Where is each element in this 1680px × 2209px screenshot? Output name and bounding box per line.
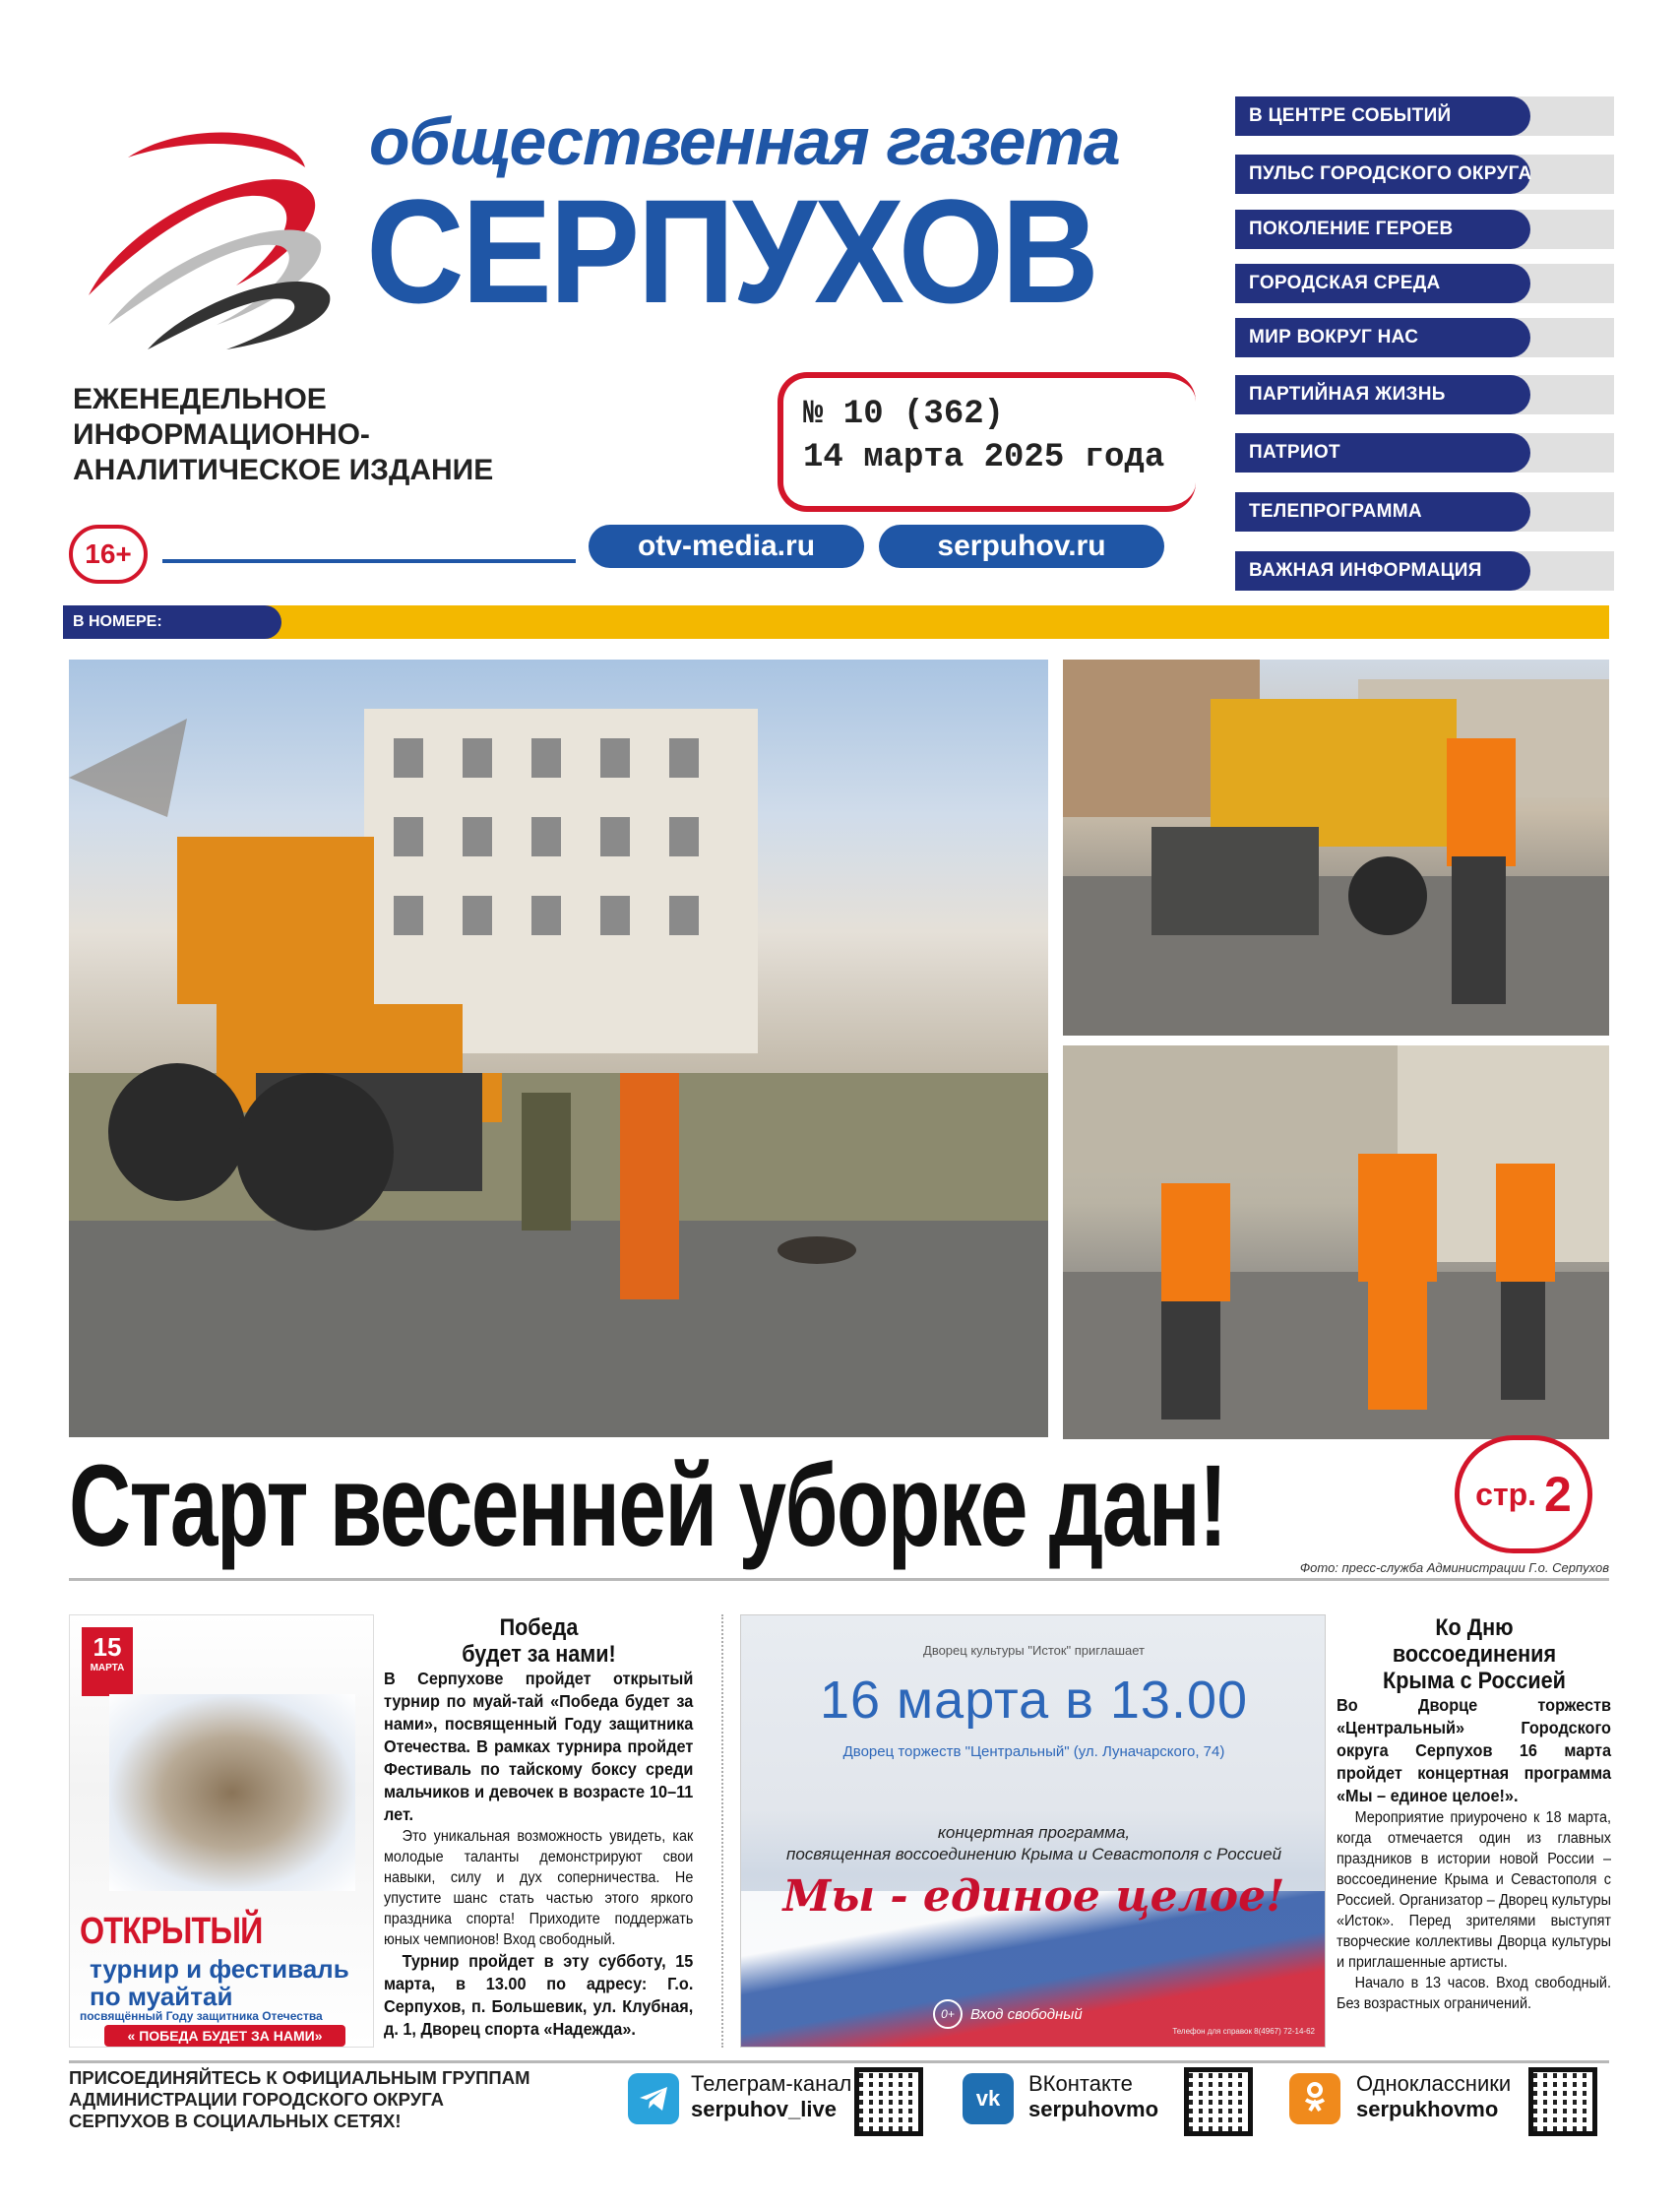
poster-invite: Дворец культуры "Исток" приглашает [923,1643,1145,1658]
section-item[interactable]: ПУЛЬС ГОРОДСКОГО ОКРУГА [1235,155,1530,194]
photo-sweepers [1063,1045,1609,1439]
section-item[interactable]: МИР ВОКРУГ НАС [1235,318,1530,357]
article-title-line: Ко Дню [1435,1614,1514,1641]
concert-poster [740,1614,1326,2048]
section-item[interactable]: ПАТРИОТ [1235,433,1530,473]
article-closing: Турнир пройдет в эту субботу, 15 марта, в 13.00 по адресу: Г.о. Серпухов, п. Большевик, ул. Клубная, д. 1, Дворец спорта «Надежда». [384,1951,694,2039]
telegram-handle: serpuhov_live [691,2097,837,2121]
page-reference-badge[interactable] [1455,1435,1592,1553]
age-rating-icon: 0+ [933,1999,963,2029]
article-closing: Начало в 13 часов. Вход свободный. Без возрастных ограничений. [1337,1975,1611,2012]
ok-glyph [1301,2081,1329,2116]
poster-title: ОТКРЫТЫЙ [80,1911,263,1952]
poster-date [82,1627,133,1696]
poster-day: 15 [93,1632,122,1662]
in-issue-bar [69,605,1609,639]
section-divider [69,1578,1609,1581]
article-title [400,1614,679,1668]
website-link-otv-media[interactable]: otv-media.ru [589,525,864,568]
photo-credit: Фото: пресс-служба Администрации Г.о. Серпухов [1299,1560,1609,1575]
in-issue-label: В НОМЕРЕ: [63,605,281,639]
telegram-plane-glyph [638,2085,669,2113]
section-divider [69,2060,1609,2063]
poster-title: Мы - единое целое! [782,1871,1285,1922]
poster-description [741,1822,1326,1865]
telegram-icon[interactable] [628,2073,679,2124]
column-divider [721,1614,723,2048]
issue-info-box [778,372,1196,512]
muay-thai-poster [69,1614,374,2048]
ok-link[interactable] [1356,2071,1511,2122]
poster-line2-text: турнир и фестиваль [90,1954,349,1984]
newspaper-logo-swoosh [69,98,344,354]
odnoklassniki-icon[interactable] [1289,2073,1340,2124]
ok-label: Одноклассники [1356,2071,1512,2096]
poster-free-entry: Вход свободный [970,2005,1083,2023]
article-title-line: Победа [499,1614,579,1641]
photo-illustration [1063,1045,1609,1439]
page-prefix: стр. [1475,1476,1537,1512]
section-item[interactable]: В ЦЕНТРЕ СОБЫТИЙ [1235,96,1530,136]
qr-code-telegram[interactable] [854,2067,923,2136]
poster-fighters-image [109,1694,355,1891]
qr-code-odnoklassniki[interactable] [1528,2067,1597,2136]
poster-desc-line: концертная программа, [937,1823,1131,1842]
vk-label: ВКонтакте [1028,2071,1133,2096]
age-rating-badge: 16+ [69,525,148,584]
photo-illustration [69,660,1048,1437]
poster-line2 [90,1955,349,2010]
article-title [1350,1614,1598,1694]
article-muay-thai [384,1614,694,2041]
article-body: Мероприятие приурочено к 18 марта, когда отмечается один из главных праздников в истории новой России – воссоединение Крыма и Севастополя с Россией. Организатор – Дворец культуры «Исток». Перед зрителями выступят творческие коллективы Дворца культуры и приглашенные артисты. [1337,1809,1611,1971]
section-item[interactable]: ГОРОДСКАЯ СРЕДА [1235,264,1530,303]
poster-datetime: 16 марта в 13.00 [819,1671,1249,1730]
social-cta: ПРИСОЕДИНЯЙТЕСЬ К ОФИЦИАЛЬНЫМ ГРУППАМ АДМИНИСТРАЦИИ ГОРОДСКОГО ОКРУГА СЕРПУХОВ В СОЦИАЛЬНЫХ СЕТЯХ! [69,2067,530,2131]
masthead-subtitle: общественная газета [369,104,1120,179]
ok-handle: serpukhovmo [1356,2097,1499,2121]
poster-slogan: « ПОБЕДА БУДЕТ ЗА НАМИ» [104,2025,345,2047]
vk-glyph: vk [975,2086,1001,2111]
photo-loader-worker [1063,660,1609,1036]
poster-line3-text: по муайтай [90,1982,233,2011]
page-number: 2 [1544,1467,1572,1522]
telegram-link[interactable] [691,2071,851,2122]
poster-entry [933,1999,1083,2029]
main-headline: Старт весенней уборке дан! [69,1441,1226,1571]
article-body: Это уникальная возможность увидеть, как молодые таланты демонстрируют свои навыки, силу и дух соперничества. Не упустите шанс стать частью этого яркого праздника спорта! Приходите поддержать юных чемпионов! Вход свободный. [384,1828,694,1948]
telegram-label: Телеграм-канал [691,2071,852,2096]
masthead-title: СЕРПУХОВ [366,168,1097,334]
article-title-line: Крыма с Россией [1383,1668,1566,1694]
article-title-line: будет за нами! [462,1641,616,1668]
poster-line4: посвящённый Году защитника Отечества [80,2009,323,2023]
article-crimea [1337,1614,1612,2014]
photo-illustration [1063,660,1609,1036]
poster-venue: Дворец торжеств "Центральный" (ул. Луначарского, 74) [842,1743,1225,1760]
main-photo-street-cleaning [69,660,1048,1437]
section-item[interactable]: ВАЖНАЯ ИНФОРМАЦИЯ [1235,551,1530,591]
vk-link[interactable] [1028,2071,1158,2122]
vk-icon[interactable] [963,2073,1014,2124]
article-lead: В Серпухове пройдет открытый турнир по муай-тай «Победа будет за нами», посвященный Году защитника Отечества. В рамках турнира пройдет Фестиваль по тайскому боксу среди мальчиков и девочек в возрасте 10–11 лет. [384,1669,694,1824]
poster-month: МАРТА [90,1663,125,1673]
article-lead: Во Дворце торжеств «Центральный» Городского округа Серпухов 16 марта пройдет концертная программа «Мы – единое целое!». [1337,1695,1611,1805]
section-item[interactable]: ПАРТИЙНАЯ ЖИЗНЬ [1235,375,1530,414]
issue-date: 14 марта 2025 года [803,439,1165,476]
article-title-line: воссоединения [1392,1641,1557,1668]
publication-tagline: ЕЖЕНЕДЕЛЬНОЕ ИНФОРМАЦИОННО- АНАЛИТИЧЕСКОЕ ИЗДАНИЕ [73,383,494,486]
section-item[interactable]: ПОКОЛЕНИЕ ГЕРОЕВ [1235,210,1530,249]
qr-code-vk[interactable] [1184,2067,1253,2136]
section-item[interactable]: ТЕЛЕПРОГРАММА [1235,492,1530,532]
poster-desc-line: посвященная воссоединению Крыма и Севастополя с Россией [785,1845,1282,1863]
poster-phone: Телефон для справок 8(4967) 72-14-62 [1172,2027,1315,2036]
divider-line [162,559,576,563]
vk-handle: serpuhovmo [1028,2097,1159,2121]
website-link-serpuhov[interactable]: serpuhov.ru [879,525,1164,568]
issue-number: № 10 (362) [803,396,1005,433]
